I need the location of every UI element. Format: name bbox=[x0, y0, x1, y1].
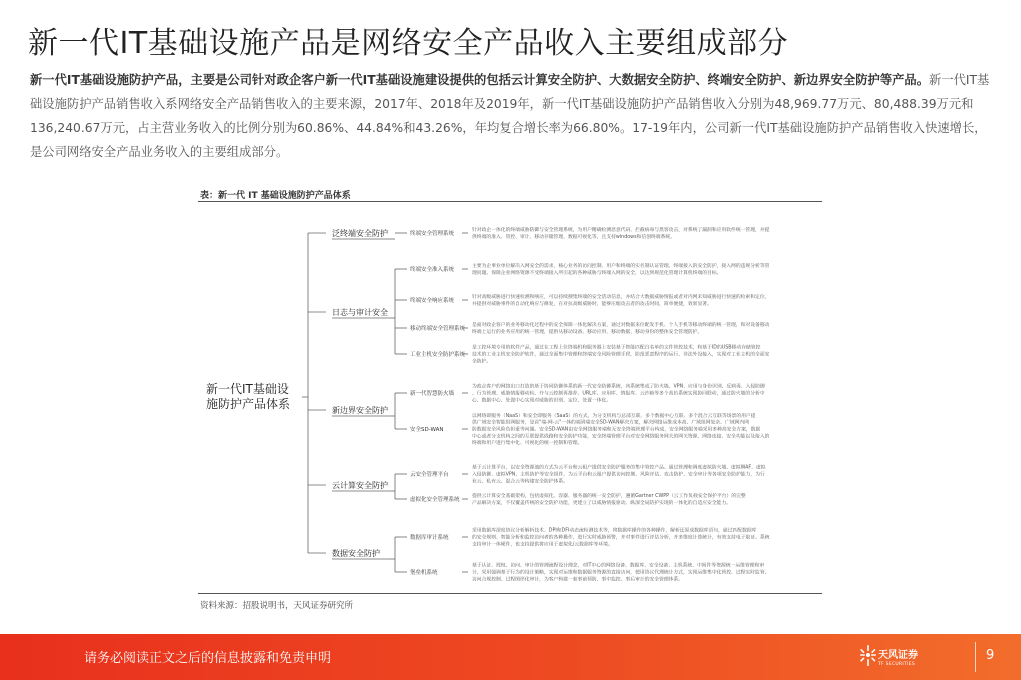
leaf-label: 移动终端安全管理系统 bbox=[410, 326, 466, 332]
leaf-label: 堡垒机系统 bbox=[410, 570, 438, 576]
product-system-figure bbox=[190, 185, 830, 615]
leaf-description-line: 的安全规则、智能分析和监控访问者的各种操作，进行实时威胁预警，并对事件进行评估分析，并多维度计算统计，有效支持电子取证。系统 bbox=[472, 535, 770, 541]
figure-title: 表：新一代 IT 基础设施防护产品体系 bbox=[200, 191, 351, 201]
leaf-description-line: 以网络即服务（NaaS）和安全即服务（SaaS）的方式，为分支机构与总部互联、多个数据中心互联、多个混合云互联等场景的用户提 bbox=[472, 413, 756, 419]
logo-text-cn: 天风证券 bbox=[878, 650, 918, 661]
page-number: 9 bbox=[986, 648, 995, 663]
root-label-line: 新一代IT基础设 bbox=[206, 382, 289, 396]
leaf-description-line: 技术的工业主机安全防护软件，通过全面集中管理和终端安全风险管理手段，防范恶意程序的运行、非法外设接入，实现对工业主机的全面安 bbox=[472, 352, 770, 358]
branch-label: 数据安全防护 bbox=[332, 549, 380, 558]
figure-bottom-rule bbox=[198, 593, 822, 594]
root-label-line: 施防护产品体系 bbox=[206, 397, 291, 411]
leaf-description-line: 是工控环境专用的软件产品，通过在工程上位终端机和服务器上安装基于智能匹配白名单的文件管控技术，和基于ID的USB移动存储管控 bbox=[472, 345, 761, 351]
mind-map bbox=[190, 185, 830, 615]
leaf-description-line: 采用数据库深度协议分析解析技术、DPI和DFI动态流检测技术等，将数据库操作的各种操作，解析还原成数据库语句，通过匹配数据库 bbox=[472, 528, 757, 534]
body-paragraph bbox=[30, 68, 995, 164]
leaf-description-line: 入侵防御、虚拟VPN、主机防护等安全组件，为云平台和云租户提供访问控制、风险评估、攻击防护、安全审计等各项安全防护能力，为行 bbox=[472, 472, 765, 478]
leaf-description-line: 防数据安全风险负担重等问题。安全SD-WAN由安全网络服务端和无安全终端管理平台构成，安全网络服务端采用多种高安全方案，数据 bbox=[472, 427, 761, 433]
logo-text-en: TF SECURITIES bbox=[878, 662, 916, 667]
leaf-description-line: 主要为企事业单位解决入网安全的需求，核心业务的访问控制、用户和终端的实名制认证管理、终端接入的安全防护，接入网的违规分析等管 bbox=[472, 264, 770, 270]
leaf-description-line: 、行为管理、威胁情报移动检、并与云控制再推荐、URL库、应用库、情报库、云沙箱等多个高仿系统实现协同联动，通过防火墙的分析中 bbox=[472, 391, 765, 397]
leaf-description-line: 基于认证、授权、访问、审计的管理流程设计理念，对IT中心的网络设备、数据库、安全设备、主机系统、中间件等资源统一运维管理和审 bbox=[472, 563, 765, 569]
leaf-label: 终端安全准入系统 bbox=[410, 267, 455, 273]
leaf-description-line: 基于云计算平台，以安全资源池的方式为云平台和云租户提供安全防护服务的集中管控产品。通过管理和调度虚拟防火墙、虚拟WAF、虚拟 bbox=[472, 465, 766, 471]
starburst-icon bbox=[860, 644, 876, 670]
paragraph-lead: 新一代IT基础设施防护产品，主要是公司针对政企客户新一代IT基础设施建设提供的包括云计算安全防护、大数据安全防护、终端安全防护、新边界安全防护等产品。 bbox=[30, 73, 930, 87]
page-title: 新一代IT基础设施产品是网络安全产品收入主要组成部分 bbox=[28, 26, 789, 61]
branch-label: 新边界安全防护 bbox=[332, 406, 388, 415]
paragraph-rest: 新一代IT基础设施防护产品销售收入系网络安全产品销售收入的主要来源，2017年、2018年及2019年，新一代IT基础设施防护产品销售收入分别为48,969.77万元、80,488.39万元和136,240.67万元，占主营业务收入的比例分别为60.86%、44.84%和43.26%，年均复合增长率为66.80%。17-19年内，公司新一代IT基础设施防护产品销售收入快速增长，是公司网络安全产品业务收入的主要组成部分。 bbox=[30, 73, 990, 159]
leaf-description-line: 理问题。保障企业网络资源不受终端接入所引起的各种威胁与终端入网的安全，以达到规范化管理计算机终端的目标。 bbox=[472, 270, 722, 276]
leaf-label: 终端安全响应系统 bbox=[410, 298, 455, 304]
branch-label: 云计算安全防护 bbox=[332, 481, 388, 490]
leaf-label: 数据库审计系统 bbox=[410, 535, 449, 541]
leaf-description-line: 提供云计算安全基础架构，包括虚拟化、容器、服务器的统一安全防护，遵循Gartner CWPP（云工作负载安全保护平台）的完整 bbox=[472, 494, 746, 500]
leaf-description-line: 中心或者分支机构之间的互联提供线路和安全防护功能，安全终端管理平台对安全网络服务网关的网关资源、网络连接、安全功能以及接入的 bbox=[472, 434, 770, 440]
leaf-label: 虚拟化安全管理系统 bbox=[410, 497, 460, 503]
leaf-description-line: 针对高级威胁进行快速检测和响应，可以持续搜集终端的安全活动信息，并结合大数据威胁情报或者对内网未知威胁进行快速的检索和定位， bbox=[472, 295, 770, 301]
leaf-description-line: 针对政企一体化的终端威胁防御与安全管理系统，为用户精确检测恶意代码、拦截病毒与黑客攻击，对系统了漏洞和应用软件统一管理，并提 bbox=[472, 228, 770, 234]
leaf-label: 工业主机安全防护系统 bbox=[410, 352, 466, 358]
leaf-description-line: 全防护。 bbox=[472, 359, 492, 365]
leaf-description-line: 业云、私有云、混合云等构建安全防护体系。 bbox=[472, 479, 568, 485]
disclaimer-link[interactable]: 请务必阅读正文之后的信息披露和免责申明 bbox=[84, 651, 332, 666]
figure-source: 资料来源：招股说明书，天风证券研究所 bbox=[200, 601, 354, 611]
leaf-label: 新一代智慧防火墙 bbox=[410, 391, 455, 397]
leaf-description-line: 支持审计一体硬件，也支持提供将应用于虚拟化/云数据库等环境。 bbox=[472, 542, 613, 548]
branch-label: 日志与审计安全 bbox=[332, 308, 388, 317]
leaf-description-line: 终端上运行的业务应用的统一管理，提供从移动设备、移动应用、移动数据、移动身份的整体安全管理防护。 bbox=[472, 329, 703, 335]
leaf-description-line: 访问合规控制、过程图形化审计，为客户构建一套事前预防、事中监控、事后审计的安全管理体系。 bbox=[472, 577, 684, 583]
branch-label: 泛终端安全防护 bbox=[332, 229, 388, 238]
leaf-description-line: 并提供对威胁事件的自动化响应与修复，在对抗高级威胁时，能够压缩攻击者的攻击时间，简单便捷，效果显著。 bbox=[472, 301, 712, 307]
footer-divider bbox=[975, 642, 976, 672]
leaf-description-line: 计，采用强调基于行为的设计策略，实现对运维和数据服务资源的直接访问，使用协议代理统计方式，实现运维集中化管控、过程实时监管、 bbox=[472, 570, 770, 576]
leaf-description-line: 终端和用户进行集中化、可视化的统一控制和管理。 bbox=[472, 441, 583, 447]
tianfeng-logo bbox=[860, 642, 940, 674]
footer-bar bbox=[0, 634, 1021, 680]
leaf-description-line: 心、数据中心、处置中心实现对威胁的识别、定位、处置一体化。 bbox=[472, 398, 612, 404]
leaf-label: 云安全管理平台 bbox=[410, 472, 449, 478]
leaf-label: 终端安全管理系统 bbox=[410, 231, 455, 237]
leaf-label: 安全SD-WAN bbox=[410, 427, 444, 433]
leaf-description-line: 为政企客户的网络出口打造的基于协同防御体系的新一代安全防御系统，该系统集成了防火墙、VPN、应用与身份识别、反病毒、入侵防御 bbox=[472, 384, 765, 390]
leaf-description-line: 产品解决方案，不仅覆盖传统的安全防护功能，更建立了以威胁情报驱动、纵深全局防护实现的一体化的自适应安全能力。 bbox=[472, 500, 732, 506]
leaf-description-line: 是面对政企客户的业务移动化过程中的安全保障一体化解决方案，通过对数据来位配发手机、个人手机等移动终端的统一管理，和对设备移动 bbox=[472, 323, 770, 329]
leaf-description-line: 供终端的准入、管控、审计、移动存储管理、数据可视化等，且支持windows和信创终端系统。 bbox=[472, 234, 675, 240]
leaf-description-line: 供广域安全智能组网服务，是首"端-网-云"一体的端到端安全SD-WAN解决方案，解决网络运维成本高、广域组网复杂、广域网内网 bbox=[472, 420, 749, 426]
